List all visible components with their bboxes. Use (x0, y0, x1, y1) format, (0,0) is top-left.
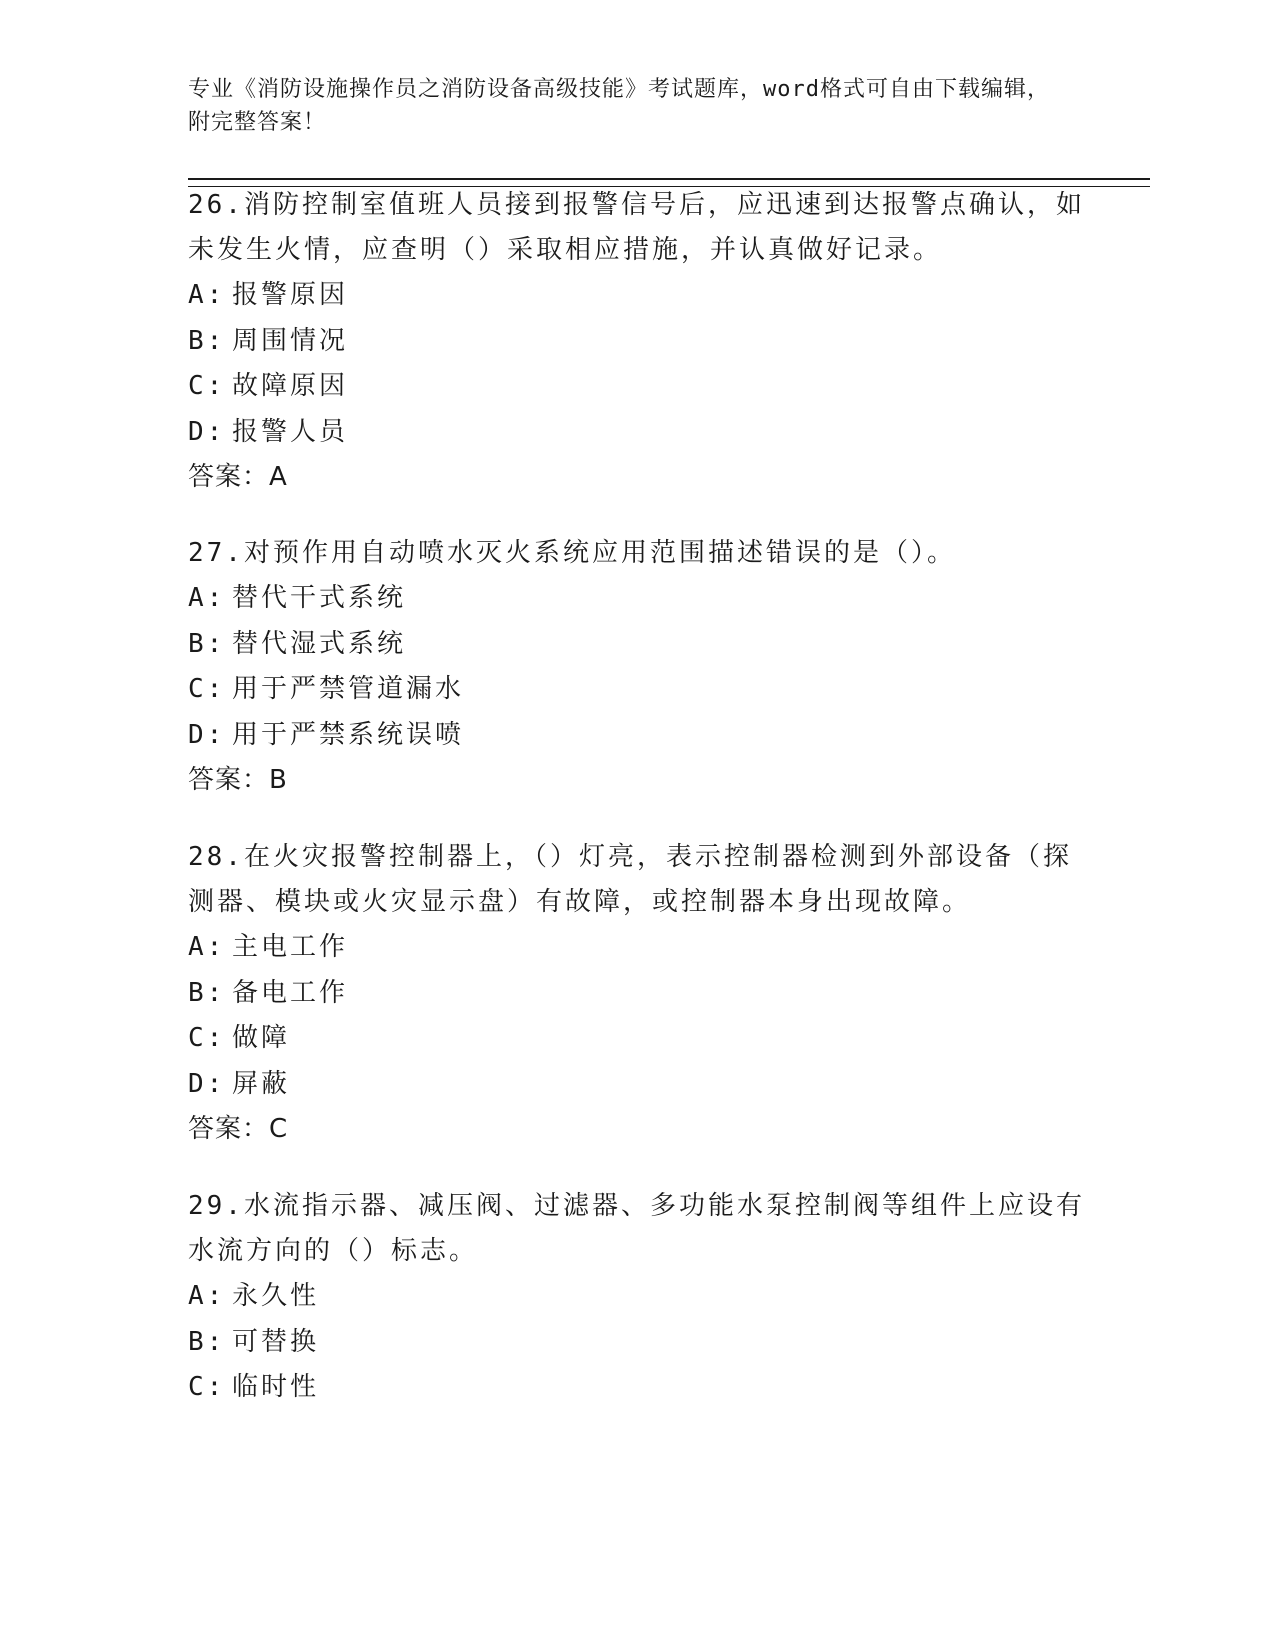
question-text: 对预作用自动喷水灭火系统应用范围描述错误的是（）。 (243, 538, 956, 568)
option-d (188, 1062, 1088, 1108)
option-d (188, 713, 1088, 759)
option-letter: B: (188, 1326, 226, 1357)
option-letter: A: (188, 583, 226, 613)
option-letter: D: (188, 416, 226, 447)
option-d (188, 410, 1088, 456)
option-text: 用于严禁系统误喷 (232, 719, 465, 750)
option-letter: A: (188, 280, 226, 310)
question-26 (188, 183, 1088, 501)
question-stem (188, 183, 1088, 273)
option-letter: C: (188, 674, 226, 704)
option-text: 替代干式系统 (232, 583, 407, 613)
question-stem (188, 835, 1088, 925)
option-text: 周围情况 (232, 325, 349, 356)
option-text: 可替换 (232, 1326, 320, 1357)
option-text: 主电工作 (232, 932, 349, 962)
option-text: 报警人员 (232, 416, 349, 447)
option-letter: C: (188, 1372, 226, 1402)
option-letter: B: (188, 977, 226, 1008)
option-a (188, 273, 1088, 319)
option-a (188, 925, 1088, 971)
option-letter: C: (188, 371, 226, 401)
option-text: 临时性 (232, 1372, 320, 1402)
question-number: 26. (188, 190, 244, 220)
question-text: 消防控制室值班人员接到报警信号后，应迅速到达报警点确认，如未发生火情，应查明（）采取相应措施，并认真做好记录。 (188, 190, 1085, 265)
option-c (188, 364, 1088, 410)
option-b (188, 1320, 1088, 1366)
option-text: 故障原因 (232, 371, 349, 401)
question-number: 29. (188, 1191, 244, 1221)
option-b (188, 622, 1088, 668)
option-b (188, 319, 1088, 365)
question-stem (188, 1184, 1088, 1274)
option-text: 报警原因 (232, 280, 349, 310)
option-c (188, 667, 1088, 713)
option-c (188, 1016, 1088, 1062)
question-stem (188, 531, 1088, 576)
answer-line: 答案：B (188, 765, 288, 795)
option-text: 替代湿式系统 (232, 628, 407, 659)
option-letter: A: (188, 1281, 226, 1311)
question-number: 27. (188, 538, 244, 568)
option-text: 备电工作 (232, 977, 349, 1008)
question-28 (188, 835, 1088, 1153)
option-a (188, 1274, 1088, 1320)
option-a (188, 576, 1088, 622)
option-b (188, 971, 1088, 1017)
option-text: 屏蔽 (232, 1068, 291, 1099)
document-header: 专业《消防设施操作员之消防设备高级技能》考试题库，word格式可自由下载编辑，附完整答案！ (188, 77, 1050, 135)
answer-line: 答案：A (188, 462, 288, 492)
question-text: 水流指示器、减压阀、过滤器、多功能水泵控制阀等组件上应设有水流方向的（）标志。 (188, 1191, 1085, 1266)
question-number: 28. (188, 842, 244, 872)
option-letter: C: (188, 1023, 226, 1053)
answer-line: 答案：C (188, 1114, 289, 1144)
option-letter: B: (188, 628, 226, 659)
option-text: 做障 (232, 1023, 291, 1053)
question-27 (188, 531, 1088, 804)
option-letter: D: (188, 719, 226, 750)
option-letter: B: (188, 325, 226, 356)
option-letter: D: (188, 1068, 226, 1099)
option-text: 用于严禁管道漏水 (232, 674, 465, 704)
option-c (188, 1365, 1088, 1411)
question-29 (188, 1184, 1088, 1411)
option-text: 永久性 (232, 1281, 320, 1311)
option-letter: A: (188, 932, 226, 962)
question-text: 在火灾报警控制器上，（）灯亮，表示控制器检测到外部设备（探测器、模块或火灾显示盘）有故障，或控制器本身出现故障。 (188, 842, 1072, 917)
